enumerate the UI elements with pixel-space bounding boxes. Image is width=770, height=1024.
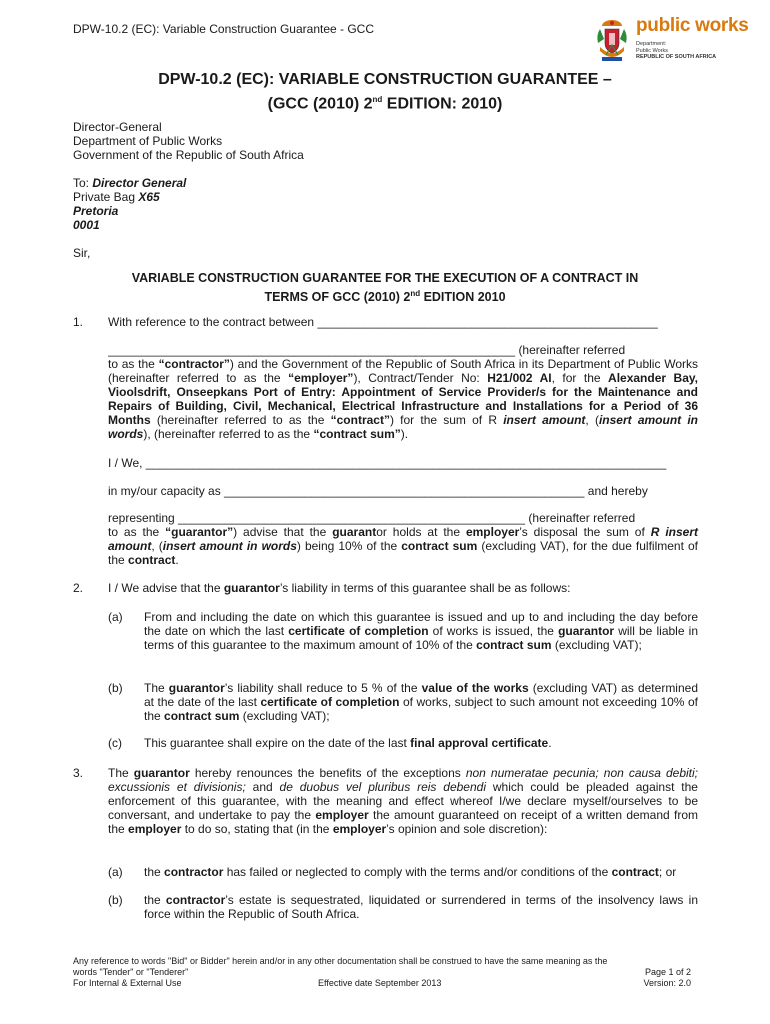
contract-between-line: With reference to the contract between ___________________________________________________	[108, 315, 658, 329]
section-title: VARIABLE CONSTRUCTION GUARANTEE FOR THE EXECUTION OF A CONTRACT IN TERMS OF GCC (2010) 2nd EDITION 2010	[131, 271, 639, 305]
sender-address: Director-General Department of Public Works Government of the Republic of South Africa	[73, 120, 304, 162]
representing-line: representing ____________________________________________________ (hereinafter referred	[108, 511, 636, 525]
logo-subtitle: Department: Public Works REPUBLIC OF SOUTH AFRICA	[636, 41, 717, 60]
clause-1-text: to as the “contractor”) and the Government of the Republic of South Africa in its Department of Public Works (hereinafter referred to as the “employer”), Contract/Tender No: H21/002 AI, for the Alexander Bay, Vioolsdrift, Onseepkans Port of Entry: Appointment of Service Provider/s for the Maintenance and Repairs of Building, Civil, Mechanical, Electrical Infrastructure and Installations for a Period of 36 Months (hereinafter referred to as the “contract”) for the sum of R insert amount, (insert amount in words), (hereinafter referred to as the “contract sum”).	[108, 357, 699, 441]
recipient-address: To: Director General Private Bag X65 Pretoria 0001	[73, 176, 187, 232]
guarantor-name-line: I / We, ______________________________________________________________________________	[108, 456, 667, 470]
usage-label: For Internal & External Use	[73, 978, 182, 988]
sub-clause-label: (a)	[108, 865, 123, 879]
logo-wordmark: public works	[636, 15, 749, 36]
document-reference: DPW-10.2 (EC): Variable Construction Guarantee - GCC	[73, 22, 375, 36]
capacity-line: in my/our capacity as ______________________________________________________ and hereby	[108, 484, 648, 498]
clause-number: 2.	[73, 581, 84, 595]
clause-3-text: The guarantor hereby renounces the benefits of the exceptions non numeratae pecunia; non causa debiti; excussionis et divisionis; and de duobus vel pluribus reis debendi which could be pleaded against the enforcement of this guarantee, with the meaning and effect whereof I/we declare myself/ourselves to be conversant, and undertake to pay the employer the amount guaranteed on receipt of a written demand from the employer to do so, stating that (in the employer’s opinion and sole discretion):	[108, 766, 699, 836]
clause-3b-text: the contractor’s estate is sequestrated, liquidated or surrendered in terms of the insolvency laws in force within the Republic of South Africa.	[144, 893, 699, 921]
clause-2a-text: From and including the date on which this guarantee is issued and up to and including the day before the date on which the last certificate of completion of works is issued, the guarantor will be liable in terms of this guarantee to the maximum amount of 10% of the contract sum (excluding VAT);	[144, 610, 698, 652]
contractor-blank-line: _____________________________________________________________ (hereinafter referred	[108, 343, 626, 357]
clause-2-text: I / We advise that the guarantor’s liability in terms of this guarantee shall be as follows:	[108, 581, 571, 595]
clause-2b-text: The guarantor’s liability shall reduce to 5 % of the value of the works (excluding VAT) as determined at the date of the last certificate of completion of works, subject to such amount not exceeding 10% of the contract sum (excluding VAT);	[144, 681, 698, 723]
sub-clause-label: (a)	[108, 610, 123, 624]
clause-3a-text: the contractor has failed or neglected to comply with the terms and/or conditions of the contract; or	[144, 865, 677, 879]
guarantor-advice-text: to as the “guarantor”) advise that the guarantor holds at the employer’s disposal the sum of R insert amount, (insert amount in words) being 10% of the contract sum (excluding VAT), for the due fulfilment of the contract.	[108, 525, 698, 567]
effective-date: Effective date September 2013	[318, 978, 442, 988]
page-title: DPW-10.2 (EC): VARIABLE CONSTRUCTION GUARANTEE – (GCC (2010) 2nd EDITION: 2010)	[158, 71, 612, 113]
footer-note: Any reference to words "Bid" or Bidder" herein and/or in any other documentation shall be construed to have the same meaning as the words "Tender" or "Tenderer" Page 1 of 2 For Internal & External Use Effective date September 2013 Version: 2.0	[73, 956, 691, 988]
page-number: Page 1 of 2	[644, 967, 691, 977]
sub-clause-label: (c)	[108, 736, 122, 750]
clause-number: 1.	[73, 315, 84, 329]
sub-clause-label: (b)	[108, 893, 123, 907]
sub-clause-label: (b)	[108, 681, 123, 695]
clause-number: 3.	[73, 766, 84, 780]
version-label: Version: 2.0	[643, 978, 691, 988]
public-works-logo	[592, 15, 749, 67]
salutation: Sir,	[73, 246, 91, 260]
coat-of-arms-icon	[592, 17, 632, 65]
clause-2c-text: This guarantee shall expire on the date of the last final approval certificate.	[144, 736, 552, 750]
